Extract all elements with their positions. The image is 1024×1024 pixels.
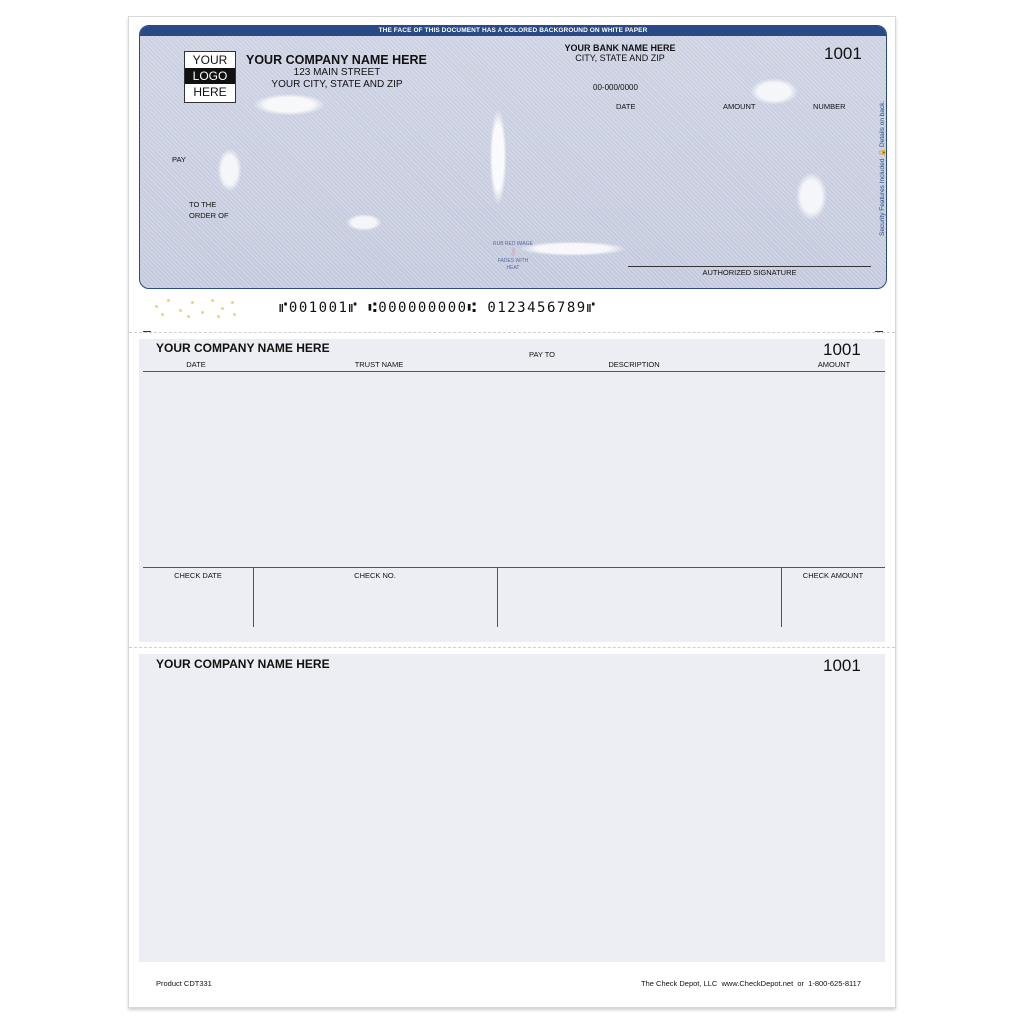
- column-header-amount: AMOUNT: [817, 360, 851, 369]
- header-divider: [143, 371, 885, 372]
- check-face: [139, 25, 887, 289]
- stub-check-number: 1001: [823, 340, 861, 359]
- order-of-text: ORDER OF: [189, 211, 229, 220]
- lock-icon: 🔒: [879, 148, 886, 157]
- date-label: DATE: [616, 102, 636, 111]
- security-dots: [149, 295, 239, 321]
- heat-sensitive-seal: [492, 241, 534, 277]
- stub-check-number: 1001: [823, 656, 861, 675]
- check-date-label: CHECK DATE: [174, 571, 222, 580]
- bank-city: CITY, STATE AND ZIP: [575, 53, 665, 63]
- perforation-mark: [875, 331, 883, 332]
- stub-company-name: YOUR COMPANY NAME HERE: [156, 341, 330, 355]
- pay-label: PAY: [172, 155, 186, 164]
- signature-line: [628, 266, 871, 267]
- column-header-date: DATE: [186, 360, 206, 369]
- summary-divider: [143, 567, 885, 568]
- signature-label: AUTHORIZED SIGNATURE: [702, 268, 797, 277]
- security-note-text: Security Features Included: [879, 158, 886, 236]
- background-notice-banner: THE FACE OF THIS DOCUMENT HAS A COLORED BACKGROUND ON WHITE PAPER: [140, 26, 886, 36]
- vendor-info: The Check Depot, LLC www.CheckDepot.net or 1-800-625-8117: [641, 979, 861, 988]
- key-icon: ⚷: [509, 247, 517, 258]
- perforation-line: [129, 647, 895, 648]
- amount-label: AMOUNT: [723, 102, 756, 111]
- company-name: YOUR COMPANY NAME HERE: [246, 53, 427, 67]
- seal-top-text: RUB RED IMAGE: [492, 241, 533, 247]
- to-the-text: TO THE: [189, 200, 217, 209]
- check-number: 1001: [824, 44, 862, 63]
- routing-fraction: 00-000/0000: [593, 83, 638, 92]
- logo-line: YOUR: [192, 53, 228, 67]
- company-address: [246, 67, 428, 90]
- address-line-1: 123 MAIN STREET: [293, 67, 381, 78]
- product-code: Product CDT331: [156, 979, 212, 988]
- perforation-line: [129, 332, 895, 333]
- address-line-2: YOUR CITY, STATE AND ZIP: [271, 78, 403, 90]
- details-note-text: Details on back.: [879, 100, 886, 147]
- seal-bottom-text: FADES WITH HEAT: [497, 258, 529, 271]
- stub-company-name: YOUR COMPANY NAME HERE: [156, 657, 330, 671]
- voucher-stub-2: [139, 654, 885, 962]
- column-divider: [497, 567, 498, 627]
- check-document: [128, 16, 896, 1008]
- column-header-trust-name: TRUST NAME: [354, 360, 404, 369]
- pay-to-label: PAY TO: [529, 350, 555, 359]
- logo-placeholder: [184, 51, 236, 103]
- check-no-label: CHECK NO.: [354, 571, 396, 580]
- security-features-note: [877, 81, 887, 236]
- number-label: NUMBER: [813, 102, 846, 111]
- check-amount-label: CHECK AMOUNT: [802, 571, 864, 580]
- voucher-stub-1: [139, 339, 885, 642]
- to-the-order-of-label: [189, 199, 229, 221]
- column-header-description: DESCRIPTION: [608, 360, 660, 369]
- perforation-mark: [143, 331, 151, 332]
- logo-line: LOGO: [185, 68, 235, 84]
- logo-line: HERE: [193, 85, 227, 99]
- bank-name: YOUR BANK NAME HERE: [564, 43, 676, 53]
- micr-line: ⑈001001⑈ ⑆000000000⑆ 0123456789⑈: [279, 300, 597, 316]
